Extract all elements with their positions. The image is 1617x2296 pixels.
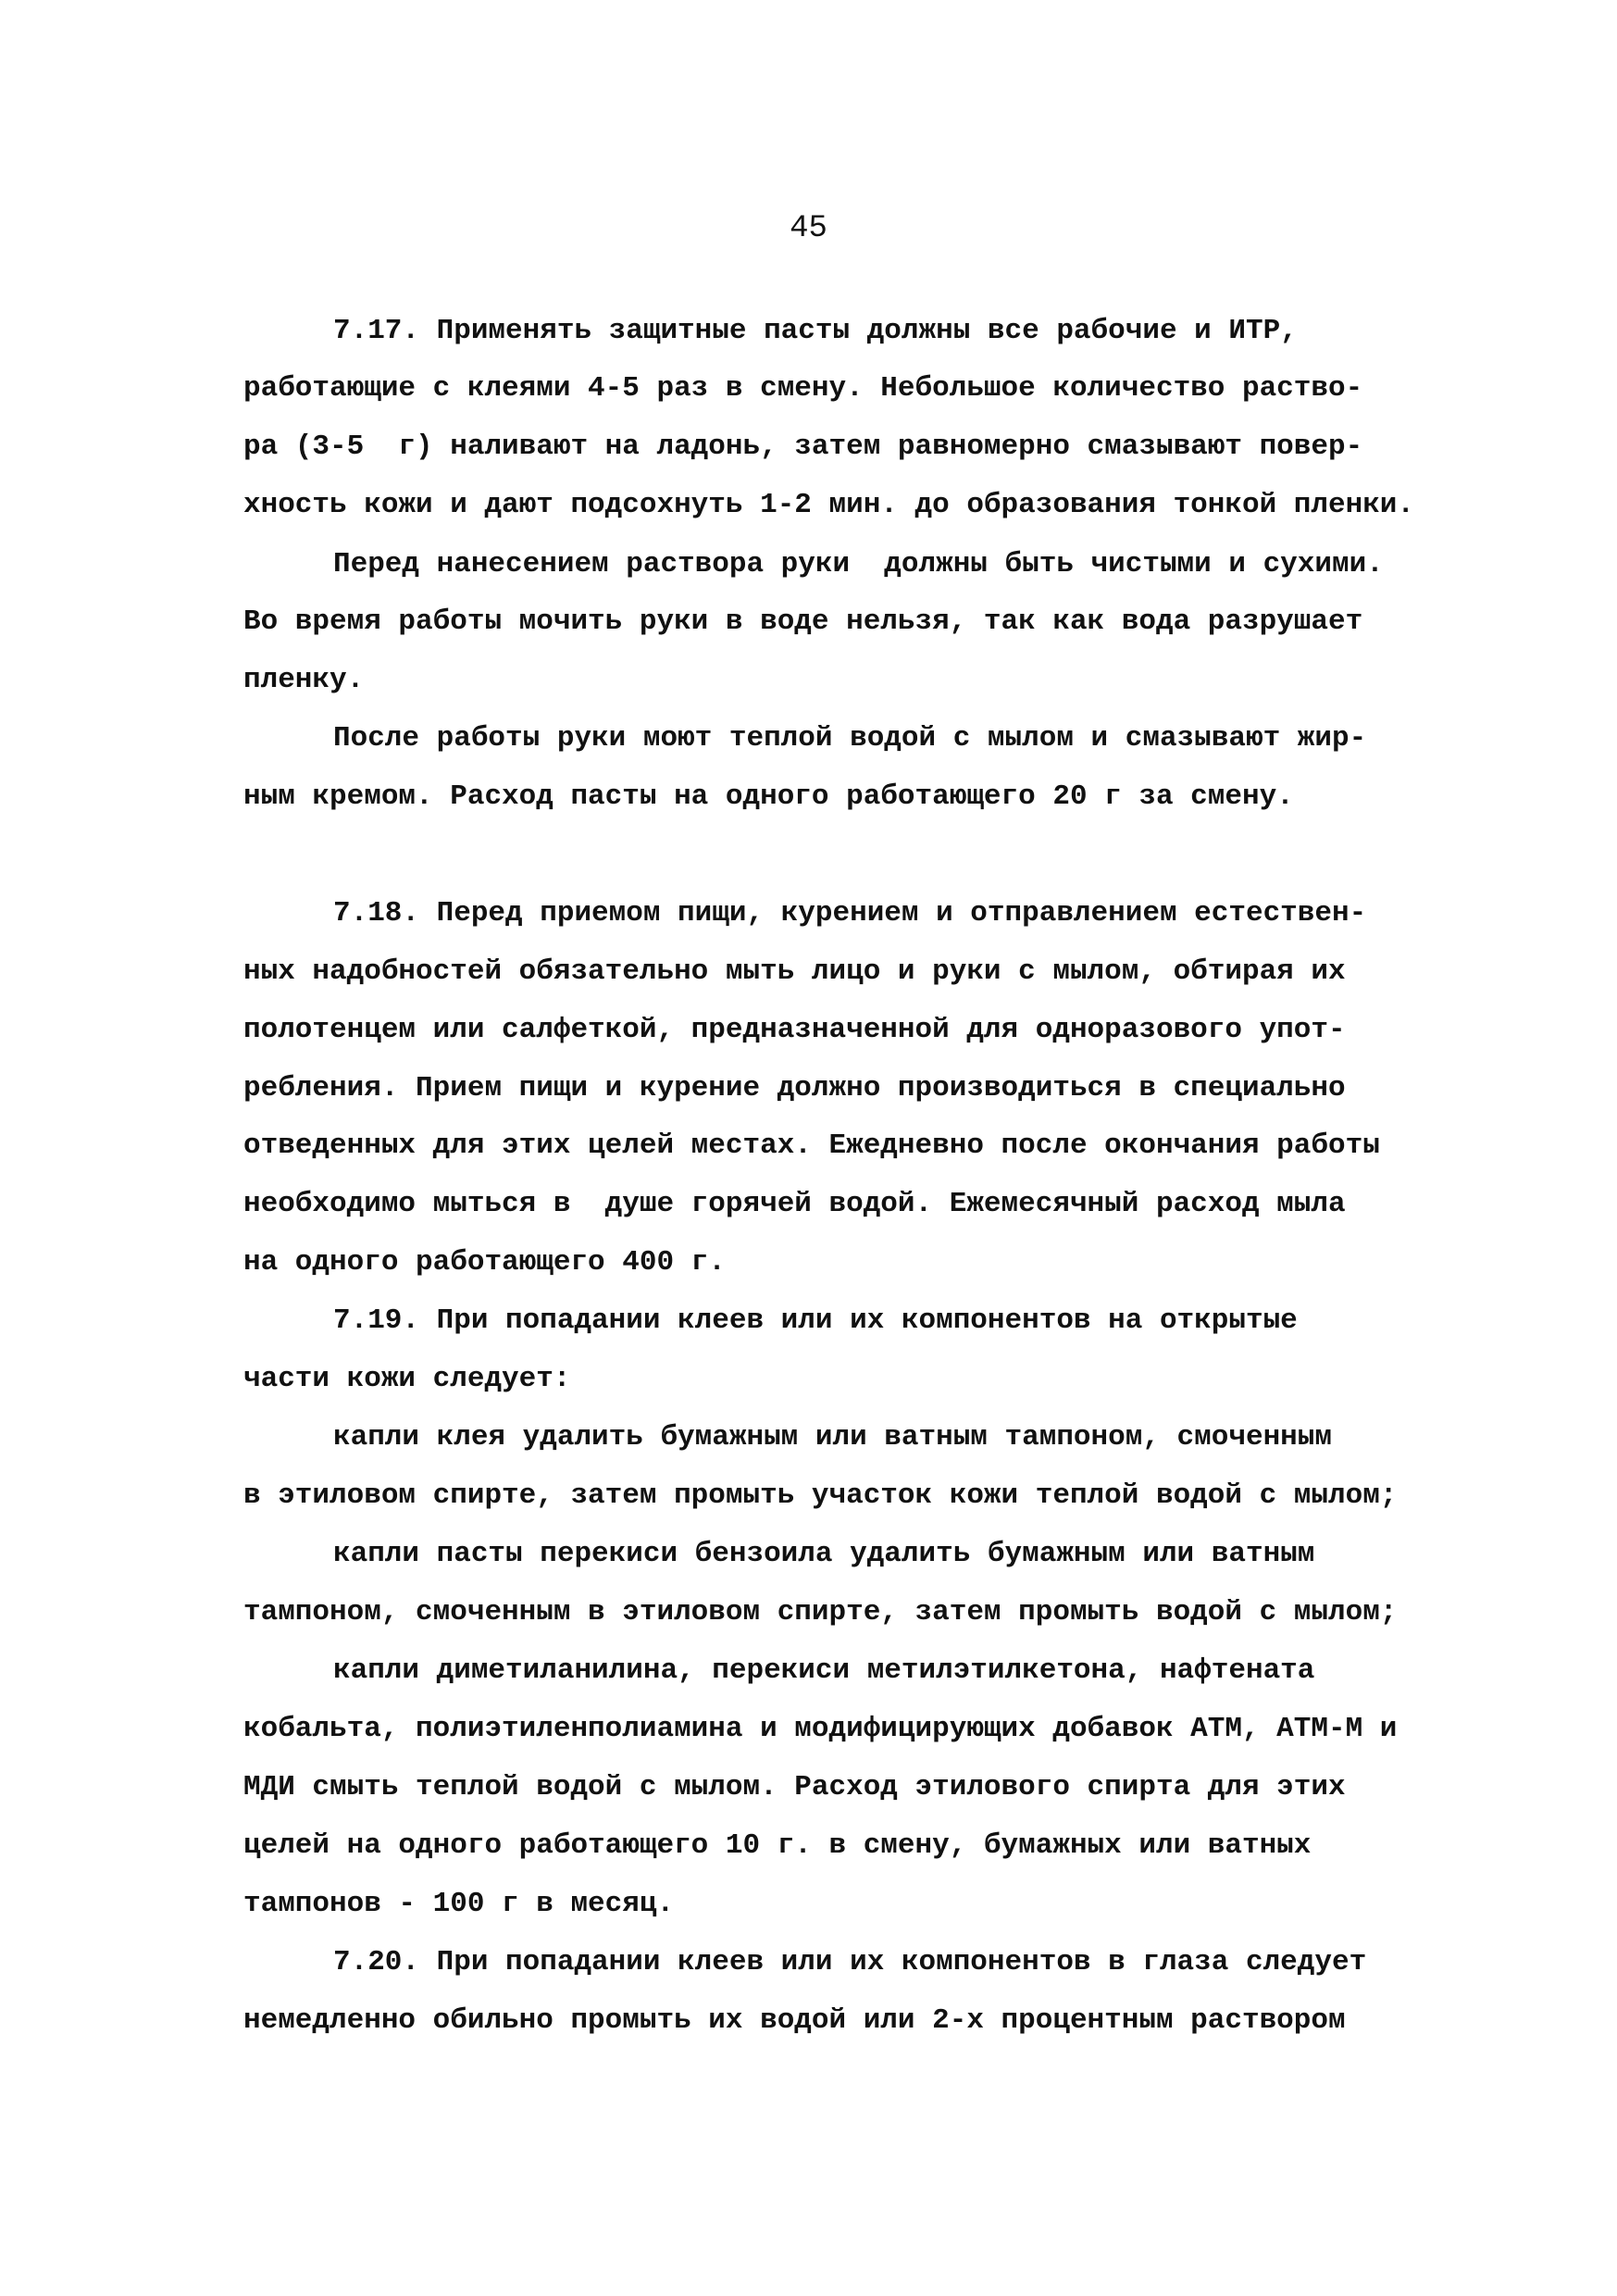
text-line: работающие с клеями 4-5 раз в смену. Небольшое количество раство- [243, 372, 1363, 405]
text-line: полотенцем или салфеткой, предназначенной для одноразового упот- [243, 1014, 1346, 1046]
text-line: 7.19. При попадании клеев или их компонентов на открытые [333, 1304, 1298, 1337]
text-line: капли клея удалить бумажным или ватным тампоном, смоченным [333, 1421, 1332, 1454]
text-line: немедленно обильно промыть их водой или 2-х процентным раствором [243, 2004, 1346, 2037]
text-line: 7.18. Перед приемом пищи, курением и отправлением естествен- [333, 897, 1367, 930]
text-line: пленку. [243, 664, 365, 696]
text-line: отведенных для этих целей местах. Ежедневно после окончания работы [243, 1129, 1380, 1162]
text-line: 7.17. Применять защитные пасты должны все рабочие и ИТР, [333, 315, 1298, 347]
page-number: 45 [790, 211, 827, 246]
text-line: ребления. Прием пищи и курение должно производиться в специально [243, 1072, 1346, 1104]
text-line: ным кремом. Расход пасты на одного работающего 20 г за смену. [243, 780, 1294, 813]
text-line: хность кожи и дают подсохнуть 1-2 мин. до образования тонкой пленки. [243, 489, 1415, 521]
text-line: тампонов - 100 г в месяц. [243, 1888, 675, 1920]
text-line: капли диметиланилина, перекиси метилэтилкетона, нафтената [333, 1654, 1315, 1687]
text-line: на одного работающего 400 г. [243, 1246, 726, 1279]
text-line: Перед нанесением раствора руки должны быть чистыми и сухими. [333, 548, 1384, 580]
text-line: необходимо мыться в душе горячей водой. Ежемесячный расход мыла [243, 1188, 1346, 1220]
text-line: капли пасты перекиси бензоила удалить бумажным или ватным [333, 1538, 1315, 1570]
text-line: ра (3-5 г) наливают на ладонь, затем равномерно смазывают повер- [243, 430, 1363, 463]
text-line: кобальта, полиэтиленполиамина и модифицирующих добавок АТМ, АТМ-М и [243, 1713, 1398, 1745]
text-line: части кожи следует: [243, 1363, 571, 1395]
text-line: тампоном, смоченным в этиловом спирте, затем промыть водой с мылом; [243, 1596, 1398, 1628]
text-line: МДИ смыть теплой водой с мылом. Расход этилового спирта для этих [243, 1771, 1346, 1803]
text-line: 7.20. При попадании клеев или их компонентов в глаза следует [333, 1946, 1367, 1978]
text-line: ных надобностей обязательно мыть лицо и руки с мылом, обтирая их [243, 955, 1346, 988]
text-line: После работы руки моют теплой водой с мылом и смазывают жир- [333, 722, 1367, 755]
text-line: в этиловом спирте, затем промыть участок кожи теплой водой с мылом; [243, 1479, 1398, 1512]
text-line: Во время работы мочить руки в воде нельзя, так как вода разрушает [243, 605, 1363, 638]
text-line: целей на одного работающего 10 г. в смену, бумажных или ватных [243, 1829, 1312, 1862]
